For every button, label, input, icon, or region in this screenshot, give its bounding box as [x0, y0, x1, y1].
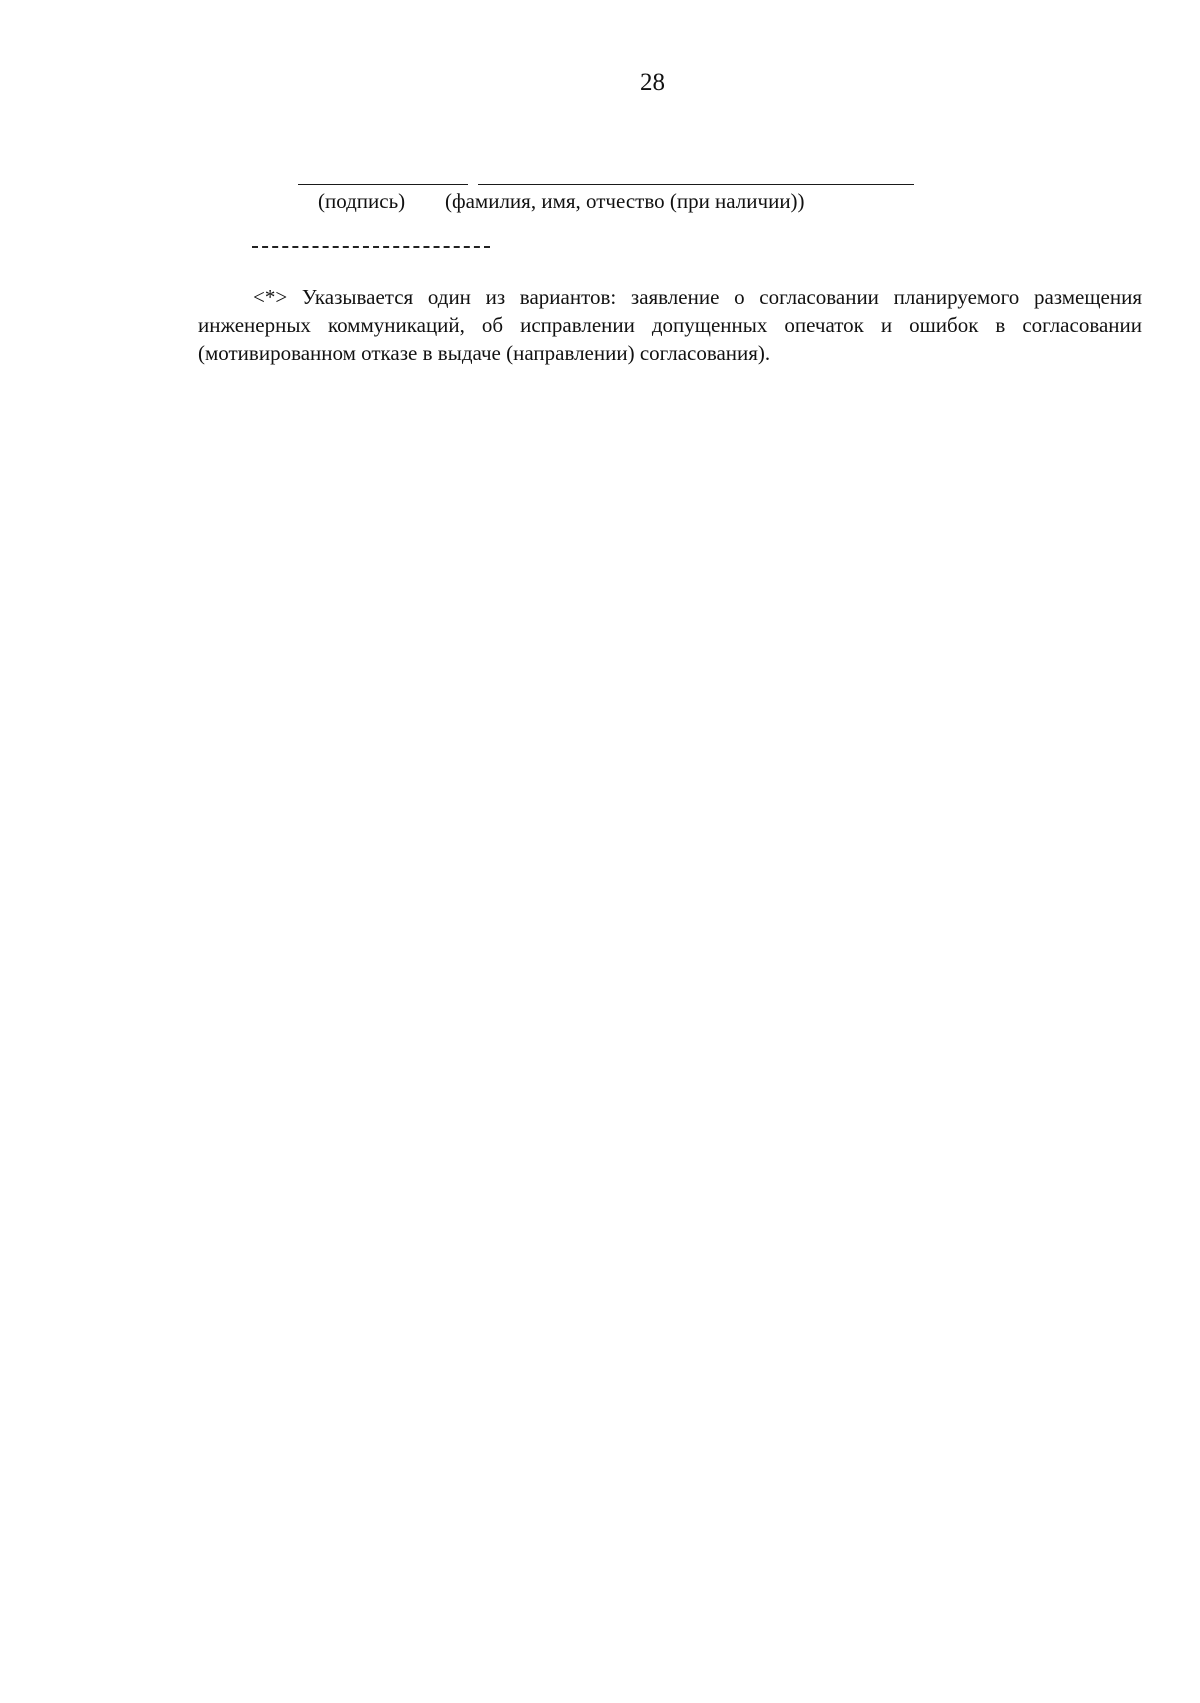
signature-caption: (подпись)	[318, 189, 406, 213]
page-number: 28	[640, 69, 665, 96]
footnote-text: <*> Указывается один из вариантов: заявление о согласовании планируемого размещения инженерных коммуникаций, об исправлении допущенных опечаток и ошибок в согласовании (мотивированном отказе в выдаче (направлении) согласования).	[198, 285, 1142, 365]
footnote-separator	[252, 246, 490, 248]
signature-line	[298, 184, 468, 185]
full-name-caption: (фамилия, имя, отчество (при наличии))	[445, 189, 805, 213]
full-name-line	[478, 184, 914, 185]
